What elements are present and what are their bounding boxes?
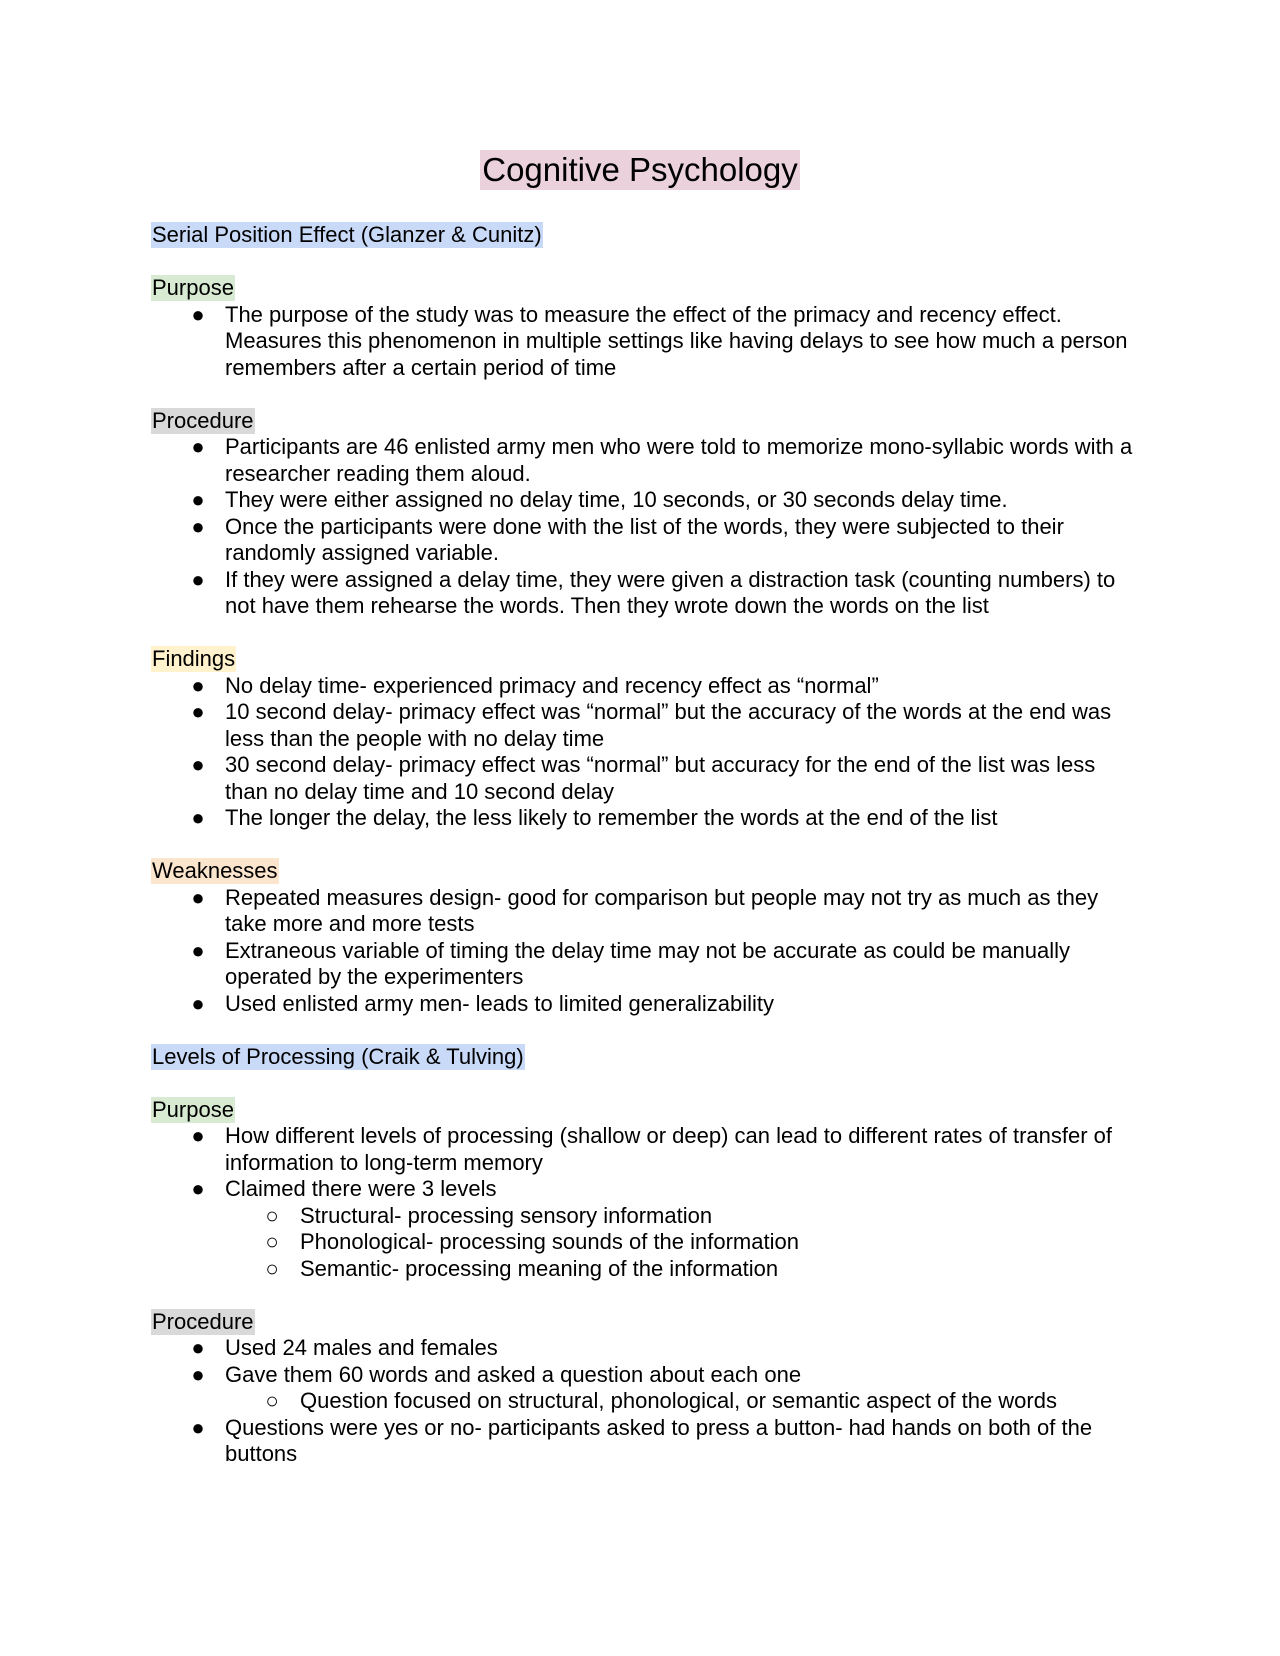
spacer bbox=[151, 832, 1141, 859]
study-heading bbox=[151, 222, 1141, 249]
bullet-text: 10 second delay- primacy effect was “normal” but the accuracy of the words at the end was less than the people with no delay time bbox=[225, 699, 1112, 751]
list-item bbox=[151, 1335, 1141, 1362]
bullet-list bbox=[151, 885, 1141, 1018]
bullet-text: Repeated measures design- good for comparison but people may not try as much as they take more and more tests bbox=[225, 884, 1099, 936]
list-item bbox=[151, 673, 1141, 700]
section-heading-procedure bbox=[151, 408, 1141, 435]
bullet-text: The purpose of the study was to measure the effect of the primacy and recency effect. Measures this phenomenon in multiple settings like having delays to see how much a person remembers after a certain period of time bbox=[225, 301, 1128, 380]
bullet-text: If they were assigned a delay time, they were given a distraction task (counting numbers) to not have them rehearse the words. Then they wrote down the words on the list bbox=[225, 566, 1116, 618]
section-heading-purpose bbox=[151, 1097, 1141, 1124]
sub-bullet-text: Phonological- processing sounds of the information bbox=[300, 1229, 799, 1254]
bullet-text: The longer the delay, the less likely to remember the words at the end of the list bbox=[225, 805, 998, 830]
spacer bbox=[151, 1017, 1141, 1044]
bullet-text: Questions were yes or no- participants asked to press a button- had hands on both of the buttons bbox=[225, 1414, 1093, 1466]
sub-bullet-text: Semantic- processing meaning of the information bbox=[300, 1255, 779, 1281]
section-heading-weaknesses bbox=[151, 858, 1141, 885]
bullet-text: Gave them 60 words and asked a question about each one bbox=[225, 1361, 802, 1387]
study-heading bbox=[151, 1044, 1141, 1071]
bullet-icon: ● bbox=[191, 566, 205, 592]
section-heading-text: Procedure bbox=[152, 407, 254, 433]
page-title: Cognitive Psychology bbox=[482, 151, 798, 188]
bullet-icon: ● bbox=[191, 1123, 205, 1148]
bullet-icon: ● bbox=[191, 487, 205, 512]
section-heading-text: Weaknesses bbox=[152, 858, 278, 883]
document-content bbox=[151, 222, 1141, 1468]
bullet-text: Used 24 males and females bbox=[225, 1335, 498, 1360]
bullet-list bbox=[151, 1335, 1141, 1468]
hollow-bullet-icon: ○ bbox=[265, 1229, 279, 1254]
bullet-icon: ● bbox=[191, 1361, 205, 1387]
bullet-list bbox=[151, 434, 1141, 620]
hollow-bullet-icon: ○ bbox=[265, 1255, 279, 1281]
list-item bbox=[151, 1415, 1141, 1468]
bullet-icon: ● bbox=[191, 752, 205, 777]
bullet-list bbox=[151, 1123, 1141, 1282]
bullet-icon: ● bbox=[191, 937, 205, 963]
hollow-bullet-icon: ○ bbox=[265, 1202, 279, 1228]
bullet-icon: ● bbox=[191, 513, 205, 539]
bullet-text: No delay time- experienced primacy and recency effect as “normal” bbox=[225, 672, 879, 698]
bullet-icon: ● bbox=[191, 884, 205, 910]
study-heading-text: Levels of Processing (Craik & Tulving) bbox=[152, 1043, 524, 1069]
section-heading-text: Purpose bbox=[152, 1096, 234, 1122]
bullet-list bbox=[151, 673, 1141, 832]
bullet-icon: ● bbox=[191, 301, 205, 327]
bullet-icon: ● bbox=[191, 805, 205, 830]
bullet-text: Extraneous variable of timing the delay time may not be accurate as could be manually operated by the experimenters bbox=[225, 937, 1071, 989]
study-heading-text: Serial Position Effect (Glanzer & Cunitz) bbox=[152, 222, 542, 247]
list-item bbox=[151, 699, 1141, 752]
list-item bbox=[151, 514, 1141, 567]
list-item bbox=[151, 1176, 1141, 1282]
list-item bbox=[151, 752, 1141, 805]
sub-bullet-list bbox=[225, 1203, 1141, 1283]
bullet-text: Used enlisted army men- leads to limited generalizability bbox=[225, 990, 775, 1016]
list-item bbox=[151, 302, 1141, 382]
sub-bullet-text: Question focused on structural, phonological, or semantic aspect of the words bbox=[300, 1388, 1057, 1413]
section-heading-text: Findings bbox=[152, 646, 236, 671]
bullet-icon: ● bbox=[191, 1414, 205, 1440]
section-heading-text: Procedure bbox=[152, 1308, 254, 1334]
bullet-text: Claimed there were 3 levels bbox=[225, 1176, 497, 1201]
sub-list-item bbox=[225, 1229, 1141, 1256]
title-wrap bbox=[0, 150, 1280, 190]
section-heading-purpose bbox=[151, 275, 1141, 302]
bullet-text: Participants are 46 enlisted army men who were told to memorize mono-syllabic words with a researcher reading them aloud. bbox=[225, 434, 1133, 486]
spacer bbox=[151, 1070, 1141, 1097]
bullet-icon: ● bbox=[191, 990, 205, 1016]
section-heading-text: Purpose bbox=[152, 275, 234, 300]
hollow-bullet-icon: ○ bbox=[265, 1388, 279, 1413]
sub-list-item bbox=[225, 1256, 1141, 1283]
bullet-icon: ● bbox=[191, 1335, 205, 1360]
list-item bbox=[151, 805, 1141, 832]
sub-list-item bbox=[225, 1388, 1141, 1415]
list-item bbox=[151, 991, 1141, 1018]
bullet-text: They were either assigned no delay time, 10 seconds, or 30 seconds delay time. bbox=[225, 487, 1008, 512]
bullet-text: 30 second delay- primacy effect was “normal” but accuracy for the end of the list was less than no delay time and 10 second delay bbox=[225, 752, 1096, 804]
list-item bbox=[151, 1362, 1141, 1415]
sub-bullet-list bbox=[225, 1388, 1141, 1415]
list-item bbox=[151, 567, 1141, 620]
bullet-icon: ● bbox=[191, 672, 205, 698]
list-item bbox=[151, 1123, 1141, 1176]
sub-bullet-text: Structural- processing sensory information bbox=[300, 1202, 713, 1228]
section-heading-procedure bbox=[151, 1309, 1141, 1336]
bullet-text: Once the participants were done with the list of the words, they were subjected to their randomly assigned variable. bbox=[225, 513, 1064, 565]
list-item bbox=[151, 434, 1141, 487]
list-item bbox=[151, 938, 1141, 991]
list-item bbox=[151, 487, 1141, 514]
bullet-icon: ● bbox=[191, 699, 205, 724]
spacer bbox=[151, 1282, 1141, 1309]
bullet-list bbox=[151, 302, 1141, 382]
section-heading-findings bbox=[151, 646, 1141, 673]
spacer bbox=[151, 620, 1141, 647]
list-item bbox=[151, 885, 1141, 938]
bullet-icon: ● bbox=[191, 1176, 205, 1201]
spacer bbox=[151, 381, 1141, 408]
spacer bbox=[151, 249, 1141, 276]
sub-list-item bbox=[225, 1203, 1141, 1230]
bullet-icon: ● bbox=[191, 434, 205, 459]
bullet-text: How different levels of processing (shallow or deep) can lead to different rates of transfer of information to long-term memory bbox=[225, 1123, 1112, 1175]
